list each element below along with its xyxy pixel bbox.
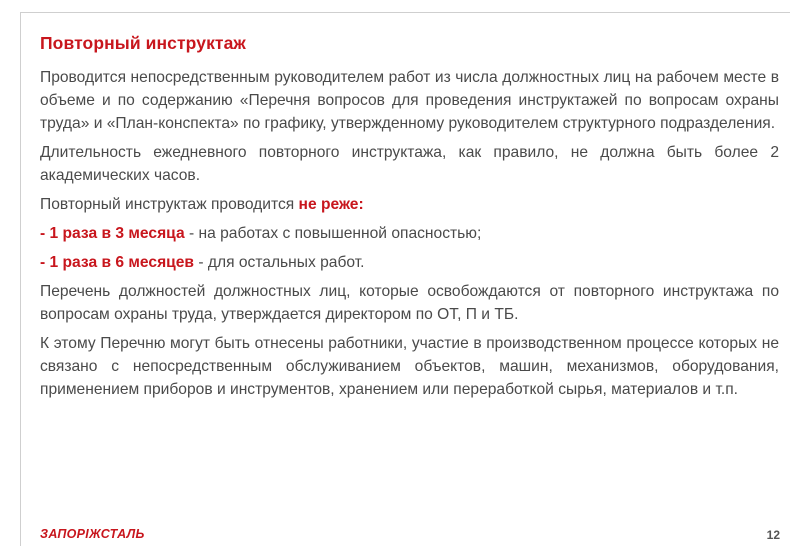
paragraph-4: Перечень должностей должностных лиц, которые освобождаются от повторного инструктажа по вопросам охраны труда, утверждается директором по ОТ, П и ТБ. [40, 283, 779, 323]
slide-content [40, 66, 779, 407]
paragraph-3-emphasis: не реже: [298, 196, 364, 213]
paragraph-5: К этому Перечню могут быть отнесены работники, участие в производственном процессе которых не связано с непосредственным обслуживанием объектов, машин, механизмов, оборудования, применением приборов и инструментов, хранением или переработкой сырья, материалов и т.п. [40, 335, 779, 398]
paragraph-3-text: Повторный инструктаж проводится [40, 196, 299, 213]
list-item-1-text: - на работах с повышенной опасностью; [184, 225, 482, 242]
list-item-1 [40, 222, 779, 245]
company-logo: ЗАПОРІЖСТАЛЬ [40, 527, 145, 541]
paragraph-2: Длительность ежедневного повторного инструктажа, как правило, не должна быть более 2 академических часов. [40, 144, 779, 184]
list-item-2-emphasis: - 1 раза в 6 месяцев [40, 254, 195, 271]
list-item-2-text: - для остальных работ. [194, 254, 365, 271]
slide-title: Повторный инструктаж [40, 33, 246, 53]
paragraph-1: Проводится непосредственным руководителем работ из числа должностных лиц на рабочем месте в объеме и по содержанию «Перечня вопросов для проведения инструктажей по вопросам охраны труда» и «План-конспекта» по графику, утвержденному руководителем структурного подразделения. [40, 69, 779, 132]
list-item-2 [40, 251, 779, 274]
list-item-1-emphasis: - 1 раза в 3 месяца [40, 225, 185, 242]
paragraph-3 [40, 193, 779, 216]
page-number: 12 [766, 528, 780, 542]
